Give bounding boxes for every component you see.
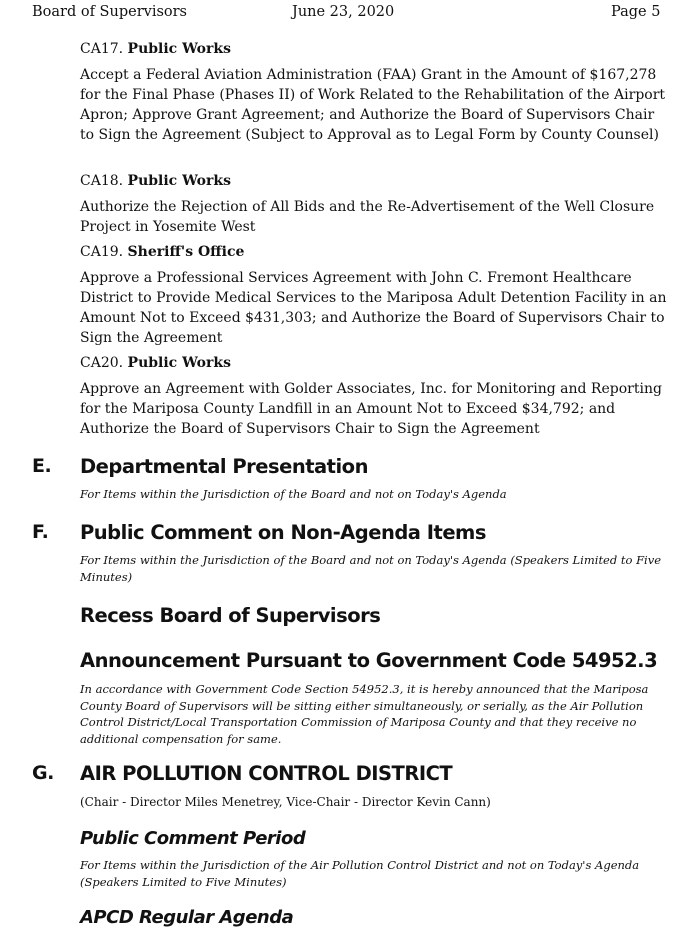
item-description: Approve an Agreement with Golder Associates, Inc. for Monitoring and Reporting for the Mariposa County Landfill in an Amount Not to Exceed $34,792; and Authorize the Board of Supervisors Chair to Sign the Agreement <box>80 381 662 437</box>
item-description: Authorize the Rejection of All Bids and the Re-Advertisement of the Well Closure Project in Yosemite West <box>80 199 655 235</box>
subsection-title: Public Comment Period <box>80 828 306 849</box>
item-number: CA18. <box>80 173 124 189</box>
item-department: Public Works <box>127 355 231 371</box>
section-chair-info: (Chair - Director Miles Menetrey, Vice-Chair - Director Kevin Cann) <box>80 795 491 809</box>
subsection-note: For Items within the Jurisdiction of the Air Pollution Control District and not on Today's Agenda (Speakers Limited to Five Minutes) <box>80 858 640 889</box>
item-description: Accept a Federal Aviation Administration (FAA) Grant in the Amount of $167,278 for the Final Phase (Phases II) of Work Related to the Rehabilitation of the Airport Apron; Approve Grant Agreement; and Authorize the Board of Supervisors Chair to Sign the Agreement (Subject to Approval as to Legal Form by County Counsel) <box>80 67 666 143</box>
section-title: Public Comment on Non-Agenda Items <box>80 521 486 544</box>
item-number: CA17. <box>80 41 124 57</box>
agenda-item-ca17 <box>80 39 670 145</box>
item-description: Approve a Professional Services Agreement with John C. Fremont Healthcare District to Provide Medical Services to the Mariposa Adult Detention Facility in an Amount Not to Exceed $431,303; and Authorize the Board of Supervisors Chair to Sign the Agreement <box>80 270 667 346</box>
item-heading <box>80 353 670 373</box>
item-number: CA19. <box>80 244 124 260</box>
item-heading <box>80 39 670 59</box>
agenda-item-ca19 <box>80 242 670 348</box>
section-note: In accordance with Government Code Section 54952.3, it is hereby announced that the Mariposa County Board of Supervisors will be sitting either simultaneously, or serially, as the Air Pollution Control District/Local Transportation Commission of Mariposa County and that they receive no additional compensation for same. <box>80 682 649 746</box>
section-title: AIR POLLUTION CONTROL DISTRICT <box>80 762 453 785</box>
section-title: Recess Board of Supervisors <box>80 604 381 627</box>
header-date: June 23, 2020 <box>292 4 395 20</box>
section-title: Departmental Presentation <box>80 455 368 478</box>
header-board-name: Board of Supervisors <box>32 4 187 20</box>
item-department: Public Works <box>127 41 231 57</box>
section-letter: F. <box>32 521 49 543</box>
section-title: Announcement Pursuant to Government Code 54952.3 <box>80 649 658 672</box>
agenda-item-ca18 <box>80 171 670 237</box>
section-letter: E. <box>32 455 52 477</box>
section-note: For Items within the Jurisdiction of the Board and not on Today's Agenda <box>80 487 507 501</box>
section-note: For Items within the Jurisdiction of the Board and not on Today's Agenda (Speakers Limited to Five Minutes) <box>80 553 662 584</box>
item-heading <box>80 171 670 191</box>
item-department: Sheriff's Office <box>127 244 245 260</box>
subsection-title: APCD Regular Agenda <box>80 907 294 928</box>
item-heading <box>80 242 670 262</box>
section-letter: G. <box>32 762 54 784</box>
item-number: CA20. <box>80 355 124 371</box>
agenda-item-ca20 <box>80 353 670 439</box>
header-page-number: Page 5 <box>611 4 661 20</box>
item-department: Public Works <box>127 173 231 189</box>
